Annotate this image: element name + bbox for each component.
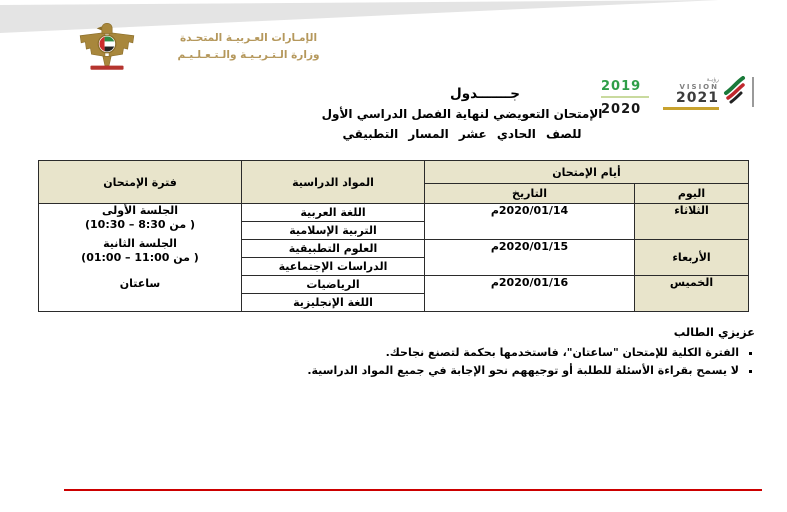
subject-applied-science: العلوم التطبيقية [242, 240, 425, 258]
day-wednesday: الأربعاء [635, 240, 749, 276]
document-grade-line: للصف الحادي عشر المسار التطبيقي [342, 127, 582, 141]
year-2020: 2020 [601, 102, 642, 117]
document-title: جـــــــدول [450, 86, 520, 102]
date-tuesday: 2020/01/14م [425, 204, 635, 240]
session2-title: الجلسة الثانية [103, 237, 177, 250]
day-tuesday: الثلاثاء [635, 204, 749, 240]
note-item-no-reading: ▪ لا يسمح بقراءة الأسئلة للطلبة أو توجيههم نحو الإجابة في جميع المواد الدراسية. [135, 364, 739, 378]
header-day: اليوم [635, 184, 749, 204]
ministry-name-line2: وزارة الـتـربـيـة والـتـعـلـيـم [177, 49, 320, 61]
footer-red-line [64, 489, 762, 491]
vision-year: 2021 [676, 90, 719, 106]
subject-arabic: اللغة العربية [242, 204, 425, 222]
ministry-name-line1: الإمـارات العـربيـة المتحـدة [179, 32, 318, 44]
exam-period-cell [39, 204, 242, 312]
student-notes [135, 325, 755, 382]
header-exam-days: أيام الإمتحان [425, 161, 749, 184]
session2-time: ( من 11:00 – 01:00) [81, 251, 199, 264]
header-date: التاريخ [425, 184, 635, 204]
logo-separator-line [752, 77, 754, 107]
uae-falcon-emblem-icon [76, 22, 138, 74]
header-exam-period: فترة الإمتحان [39, 161, 242, 204]
notes-list [135, 346, 755, 378]
subject-islamic: التربية الإسلامية [242, 222, 425, 240]
document-subtitle: الإمتحان التعويضي لنهاية الفصل الدراسي الأول [321, 107, 603, 121]
subject-english: اللغة الإنجليزية [242, 294, 425, 312]
date-thursday: 2020/01/16م [425, 276, 635, 312]
header-subjects: المواد الدراسية [242, 161, 425, 204]
notes-heading: عزيزي الطالب [673, 325, 755, 339]
date-wednesday: 2020/01/15م [425, 240, 635, 276]
subject-math: الرياضيات [242, 276, 425, 294]
session1-title: الجلسة الأولى [101, 204, 179, 217]
ministry-header [146, 30, 351, 64]
year-2019: 2019 [601, 79, 642, 94]
exam-duration: ساعتان [119, 277, 161, 290]
day-thursday: الخميس [635, 276, 749, 312]
vision-arabic-label: رؤيـة [706, 76, 719, 83]
session1-time: ( من 8:30 – 10:30) [85, 218, 195, 231]
vision-label: VISION [679, 83, 719, 91]
note-item-duration: ▪ الفترة الكلية للإمتحان "ساعتان"، فاستخدمها بحكمة لتصنع نجاحك. [135, 346, 739, 360]
exam-schedule-table [38, 160, 749, 312]
subject-social-studies: الدراسات الإجتماعية [242, 258, 425, 276]
